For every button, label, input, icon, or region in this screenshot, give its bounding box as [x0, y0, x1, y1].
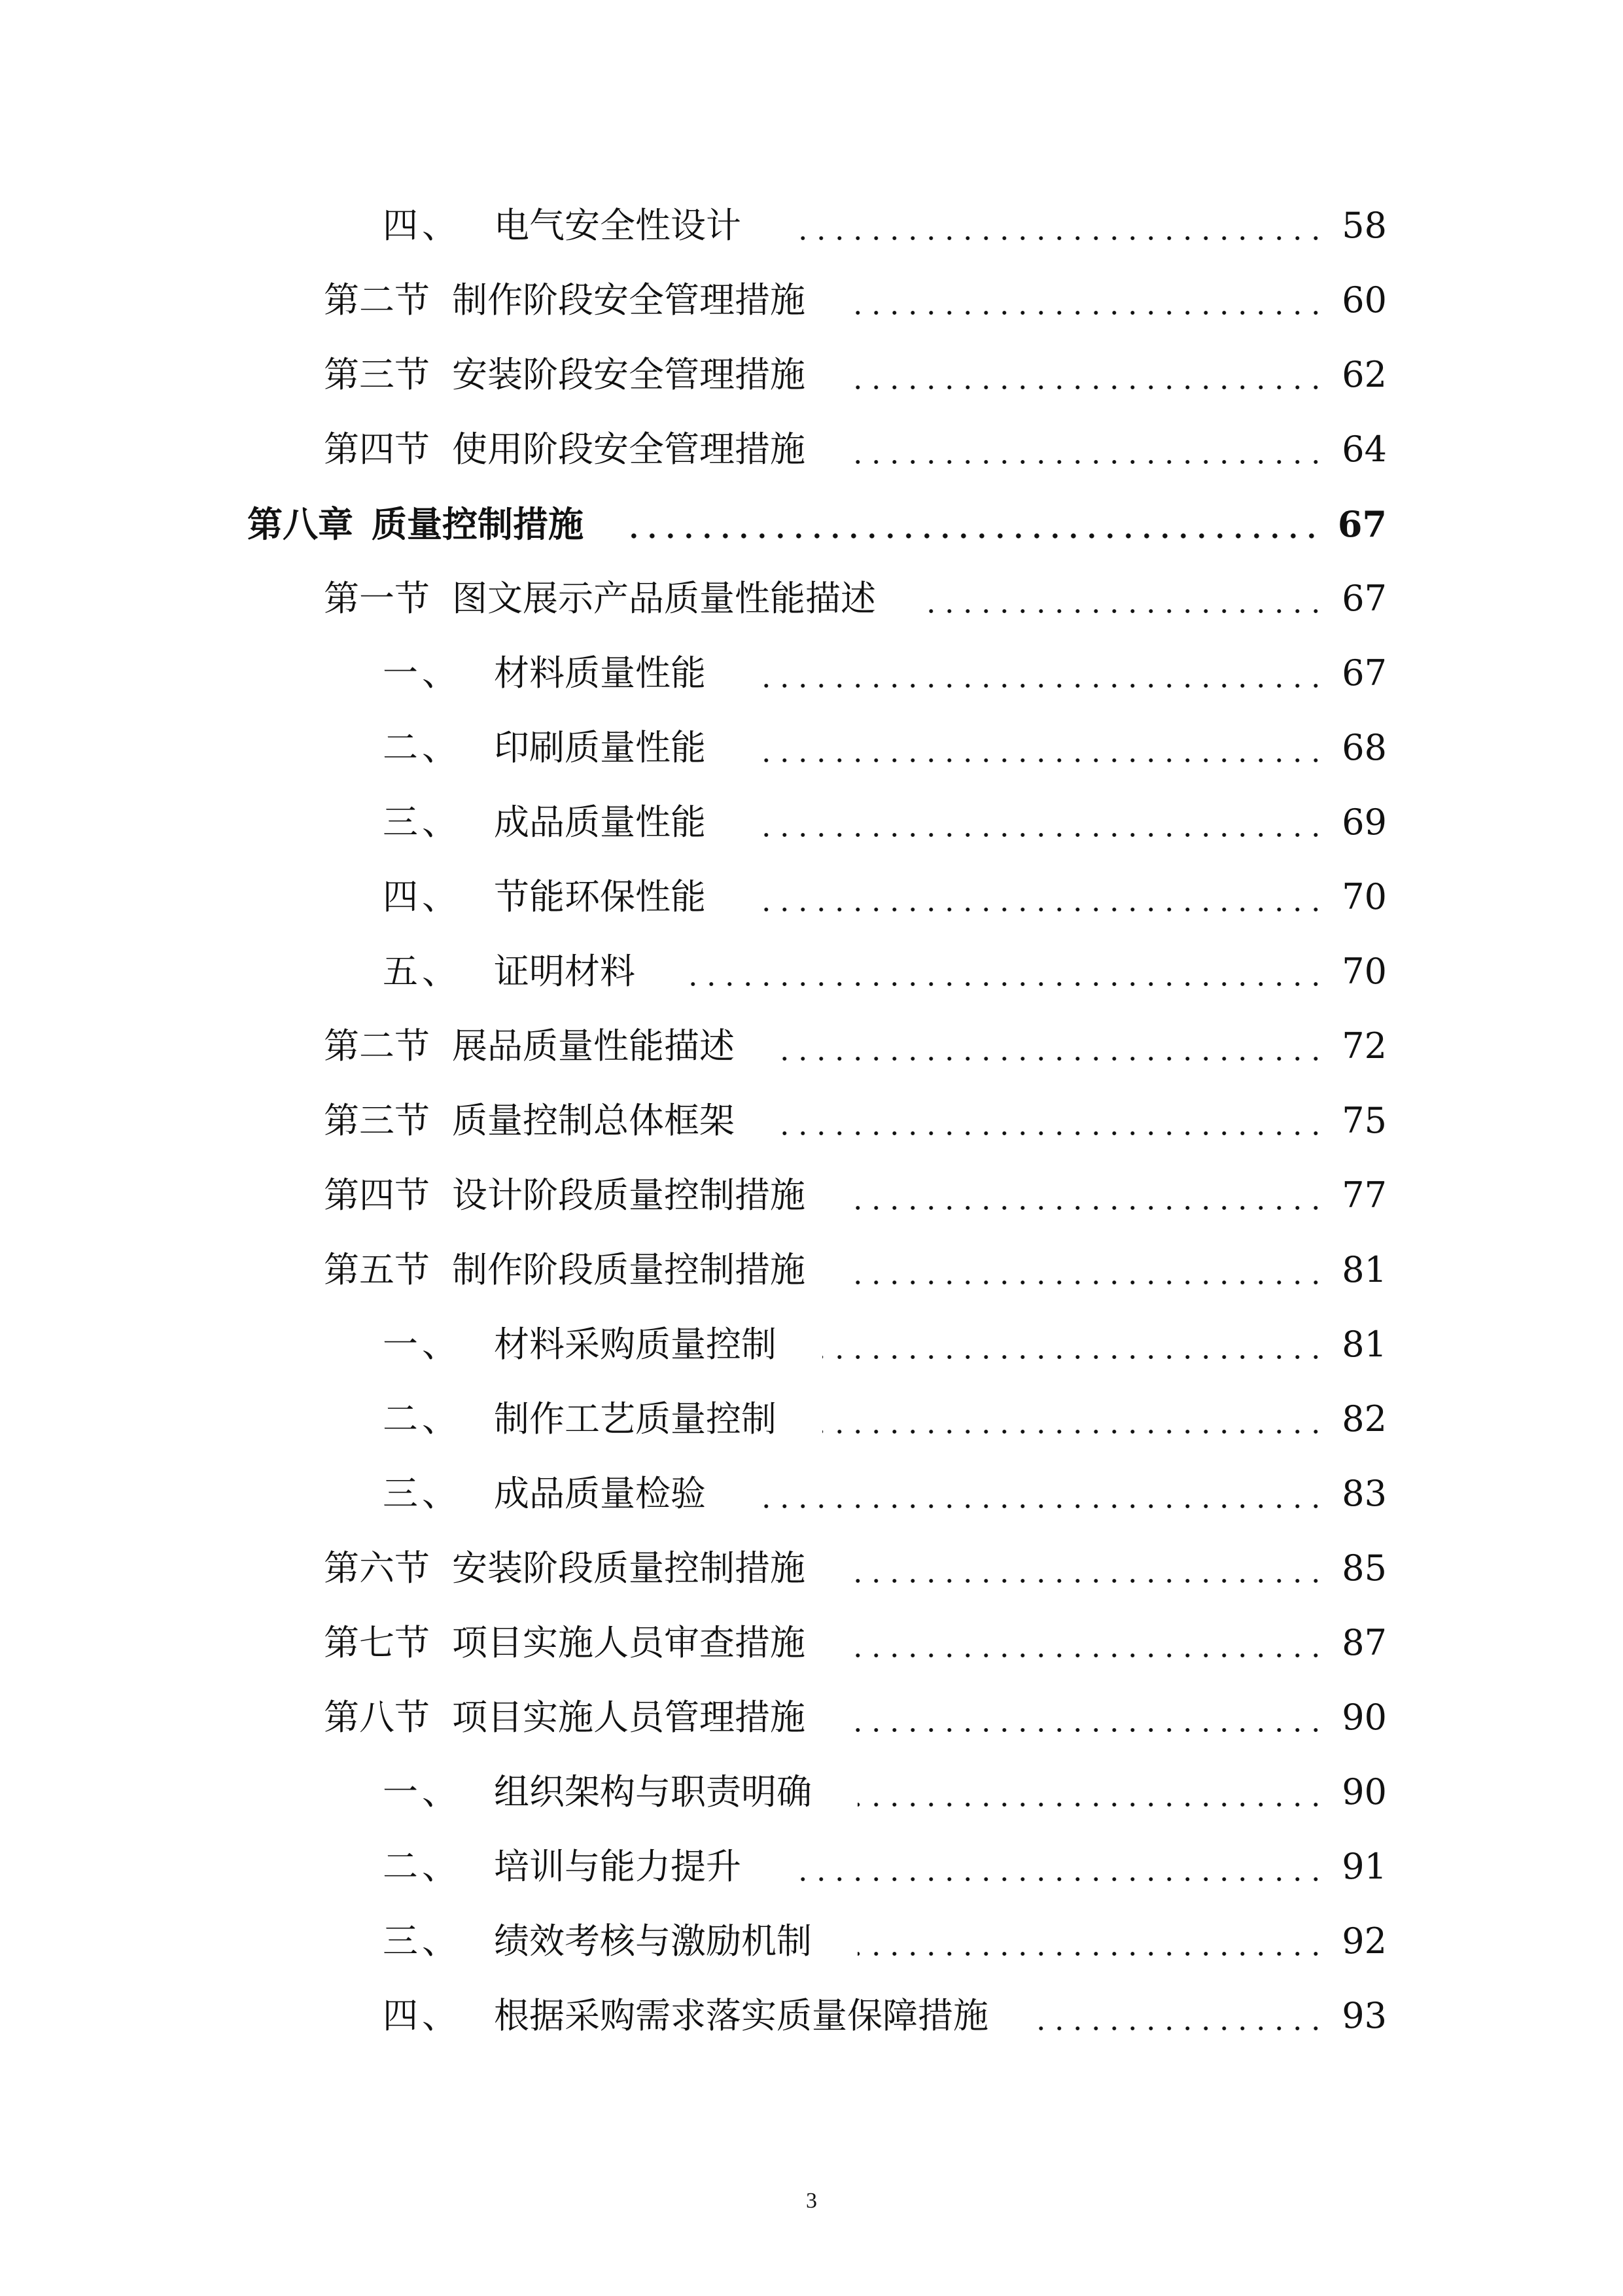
dot-leader — [780, 1056, 1325, 1061]
toc-entry-title: 制作工艺质量控制 — [494, 1398, 777, 1439]
toc-entry-number: 五、 — [383, 951, 461, 992]
toc-entry-page-number: 70 — [1342, 951, 1387, 992]
toc-entry[interactable] — [0, 711, 1623, 785]
dot-leader — [780, 1131, 1325, 1136]
toc-entry-number: 一、 — [383, 1771, 461, 1812]
toc-entry-number: 第六节 — [324, 1547, 430, 1589]
toc-entry-page-number: 90 — [1342, 1697, 1387, 1738]
toc-entry-title: 质量控制措施 — [372, 503, 584, 545]
toc-entry[interactable] — [0, 1531, 1623, 1606]
toc-entry-page-number: 72 — [1342, 1025, 1387, 1067]
toc-entry-title: 项目实施人员审查措施 — [452, 1622, 805, 1663]
toc-entry-number: 第七节 — [324, 1622, 430, 1663]
toc-entry-number: 第四节 — [324, 1174, 430, 1216]
dot-leader — [922, 609, 1325, 614]
dot-leader — [787, 1877, 1325, 1882]
toc-entry-title: 制作阶段质量控制措施 — [452, 1249, 805, 1290]
toc-entry-page-number: 69 — [1342, 802, 1387, 843]
dot-leader — [787, 236, 1325, 241]
toc-entry-page-number: 58 — [1342, 205, 1387, 246]
toc-entry-page-number: 87 — [1342, 1622, 1387, 1663]
toc-entry-page-number: 81 — [1342, 1324, 1387, 1365]
toc-entry-title: 电气安全性设计 — [494, 205, 741, 246]
dot-leader — [851, 459, 1325, 465]
toc-entry-number: 三、 — [383, 802, 461, 843]
dot-leader — [681, 981, 1325, 987]
toc-entry-title: 证明材料 — [494, 951, 635, 992]
toc-entry[interactable] — [0, 1755, 1623, 1829]
toc-entry-page-number: 91 — [1342, 1846, 1387, 1887]
dot-leader — [851, 1205, 1325, 1210]
toc-entry[interactable] — [0, 487, 1623, 561]
toc-entry-number: 第五节 — [324, 1249, 430, 1290]
toc-entry[interactable] — [0, 1307, 1623, 1382]
toc-entry-title: 展品质量性能描述 — [452, 1025, 735, 1067]
toc-entry[interactable] — [0, 1009, 1623, 1084]
toc-entry-title: 项目实施人员管理措施 — [452, 1697, 805, 1738]
toc-entry-title: 制作阶段安全管理措施 — [452, 279, 805, 321]
toc-entry-title: 设计阶段质量控制措施 — [452, 1174, 805, 1216]
toc-entry[interactable] — [0, 860, 1623, 934]
toc-entry-title: 材料质量性能 — [494, 652, 706, 694]
toc-entry-number: 二、 — [383, 1846, 461, 1887]
toc-entry[interactable] — [0, 1457, 1623, 1531]
dot-leader — [822, 1354, 1325, 1360]
dot-leader — [752, 758, 1325, 763]
toc-entry[interactable] — [0, 412, 1623, 487]
toc-entry-page-number: 70 — [1342, 876, 1387, 917]
toc-entry-page-number: 64 — [1342, 429, 1387, 470]
toc-entry-page-number: 81 — [1342, 1249, 1387, 1290]
toc-entry-number: 四、 — [383, 876, 461, 917]
toc-entry-title: 组织架构与职责明确 — [494, 1771, 812, 1812]
toc-entry-number: 第一节 — [324, 578, 430, 619]
dot-leader — [851, 1727, 1325, 1733]
toc-entry-number: 二、 — [383, 727, 461, 768]
toc-entry-title: 质量控制总体框架 — [452, 1100, 735, 1141]
dot-leader — [851, 385, 1325, 390]
toc-entry-title: 使用阶段安全管理措施 — [452, 429, 805, 470]
dot-leader — [858, 1951, 1325, 1956]
toc-entry-number: 二、 — [383, 1398, 461, 1439]
toc-entry-title: 印刷质量性能 — [494, 727, 706, 768]
toc-entry-page-number: 93 — [1342, 1995, 1387, 2036]
dot-leader — [851, 1578, 1325, 1583]
toc-entry-page-number: 68 — [1342, 727, 1387, 768]
toc-entry[interactable] — [0, 934, 1623, 1009]
toc-entry[interactable] — [0, 1680, 1623, 1755]
dot-leader — [752, 683, 1325, 688]
dot-leader — [851, 310, 1325, 315]
toc-entry-number: 第二节 — [324, 279, 430, 321]
toc-entry[interactable] — [0, 338, 1623, 412]
toc-entry-number: 第三节 — [324, 1100, 430, 1141]
dot-leader — [1034, 2026, 1325, 2031]
toc-entry[interactable] — [0, 1084, 1623, 1158]
dot-leader — [752, 1504, 1325, 1509]
toc-entry[interactable] — [0, 636, 1623, 711]
toc-entry-number: 第八节 — [324, 1697, 430, 1738]
toc-entry-page-number: 60 — [1342, 279, 1387, 321]
toc-entry-page-number: 83 — [1342, 1473, 1387, 1514]
toc-entry-number: 三、 — [383, 1920, 461, 1962]
toc-entry-title: 根据采购需求落实质量保障措施 — [494, 1995, 988, 2036]
toc-entry-number: 三、 — [383, 1473, 461, 1514]
dot-leader — [629, 533, 1321, 539]
dot-leader — [851, 1653, 1325, 1658]
toc-entry-page-number: 82 — [1342, 1398, 1387, 1439]
toc-entry-page-number: 85 — [1342, 1547, 1387, 1589]
toc-entry-page-number: 77 — [1342, 1174, 1387, 1216]
toc-entry[interactable] — [0, 1158, 1623, 1233]
toc-entry[interactable] — [0, 1829, 1623, 1904]
toc-entry-number: 第四节 — [324, 429, 430, 470]
toc-entry-page-number: 90 — [1342, 1771, 1387, 1812]
toc-entry[interactable] — [0, 188, 1623, 263]
toc-entry[interactable] — [0, 1979, 1623, 2053]
toc-entry-title: 成品质量检验 — [494, 1473, 706, 1514]
toc-entry[interactable] — [0, 561, 1623, 636]
toc-entry-title: 安装阶段安全管理措施 — [452, 354, 805, 395]
dot-leader — [822, 1429, 1325, 1434]
page-number: 3 — [806, 2189, 817, 2213]
toc-entry-page-number: 67 — [1337, 503, 1387, 545]
toc-entry-number: 四、 — [383, 205, 461, 246]
toc-entry-title: 安装阶段质量控制措施 — [452, 1547, 805, 1589]
toc-entry[interactable] — [0, 1382, 1623, 1457]
toc-entry-number: 四、 — [383, 1995, 461, 2036]
toc-entry[interactable] — [0, 1904, 1623, 1979]
dot-leader — [752, 832, 1325, 838]
toc-entry-title: 材料采购质量控制 — [494, 1324, 777, 1365]
toc-entry[interactable] — [0, 785, 1623, 860]
toc-entry-number: 一、 — [383, 1324, 461, 1365]
toc-entry-title: 成品质量性能 — [494, 802, 706, 843]
toc-entry[interactable] — [0, 1233, 1623, 1307]
toc-entry[interactable] — [0, 263, 1623, 338]
toc-entry-page-number: 92 — [1342, 1920, 1387, 1962]
table-of-contents — [0, 188, 1623, 2053]
toc-entry-page-number: 62 — [1342, 354, 1387, 395]
toc-entry-number: 第二节 — [324, 1025, 430, 1067]
toc-entry-number: 一、 — [383, 652, 461, 694]
toc-entry[interactable] — [0, 1606, 1623, 1680]
toc-entry-title: 绩效考核与激励机制 — [494, 1920, 812, 1962]
toc-entry-page-number: 75 — [1342, 1100, 1387, 1141]
toc-entry-title: 培训与能力提升 — [494, 1846, 741, 1887]
dot-leader — [752, 907, 1325, 912]
toc-entry-number: 第八章 — [247, 503, 353, 545]
toc-entry-page-number: 67 — [1342, 652, 1387, 694]
toc-entry-number: 第三节 — [324, 354, 430, 395]
dot-leader — [851, 1280, 1325, 1285]
toc-entry-title: 图文展示产品质量性能描述 — [452, 578, 876, 619]
toc-entry-title: 节能环保性能 — [494, 876, 706, 917]
dot-leader — [858, 1802, 1325, 1807]
toc-entry-page-number: 67 — [1342, 578, 1387, 619]
